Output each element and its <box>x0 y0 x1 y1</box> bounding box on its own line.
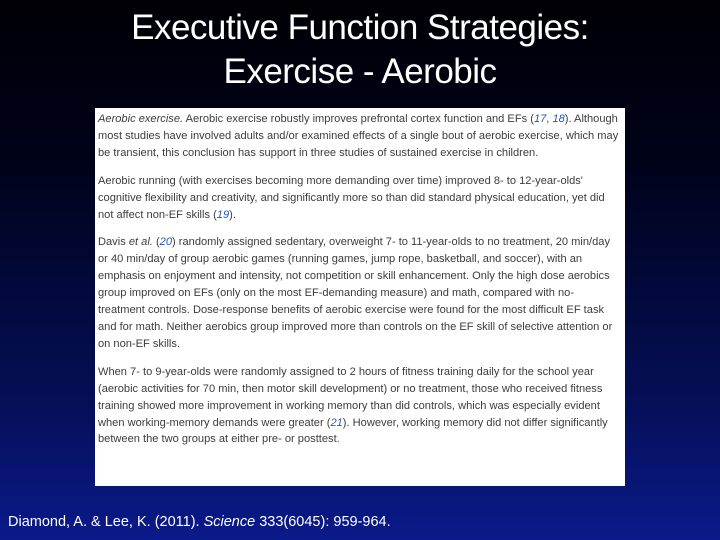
paragraph-text: Aerobic running (with exercises becoming more demanding over time) improved 8- to 12-year-olds' cognitive flexibility and creativity, and significantly more so than did standard physical education, yet did not affect non-EF skills ( <box>98 174 605 221</box>
slide-title <box>0 6 720 94</box>
paragraph-text: ( <box>152 236 160 249</box>
paragraph-text: ) randomly assigned sedentary, overweight 7- to 11-year-olds to no treatment, 20 min/day or 40 min/day of group aerobic games (running games, jump rope, basketball, and soccer), with an emphasis on enjoyment and intensity, not competition or skill enhancement. Only the high dose aerobics group improved on EFs (only on the most EF-demanding measure) and math, compared with no-treatment controls. Dose-response benefits of aerobic exercise were found for the most difficult EF task and for math. Neither aerobics group improved more than controls on the EF skill of selective attention or on non-EF skills. <box>98 236 613 350</box>
paragraph-heading: Aerobic exercise. <box>98 113 184 125</box>
paragraph-text: When 7- to 9-year-olds were randomly assigned to 2 hours of fitness training daily for the school year (aerobic activities for 70 min, then motor skill development) or no treatment, those who received fitness training showed more improvement in working memory than did controls, which was especially evident when working-memory demands were greater ( <box>98 365 603 429</box>
source-citation <box>8 514 391 530</box>
reference-link-20[interactable]: 20 <box>159 236 173 249</box>
article-excerpt <box>95 108 625 486</box>
paragraph-aerobic-running <box>98 173 619 224</box>
citation-journal: Science <box>203 514 256 530</box>
paragraph-aerobic-exercise <box>98 111 619 162</box>
paragraph-text: Aerobic exercise robustly improves prefrontal cortex function and EFs ( <box>183 113 534 125</box>
reference-link-17[interactable]: 17 <box>533 113 547 125</box>
paragraph-text: Davis <box>98 236 129 249</box>
paragraph-text: ). However, working memory did not differ significantly between the two groups at either pre- or posttest. <box>98 416 608 446</box>
paragraph-text: ). <box>229 208 236 221</box>
paragraph-text: , <box>546 113 553 125</box>
reference-link-19[interactable]: 19 <box>216 208 230 221</box>
slide-title-line-2: Exercise - Aerobic <box>223 52 497 91</box>
paragraph-fitness-training <box>98 364 619 449</box>
slide-title-line-1: Executive Function Strategies: <box>131 8 589 47</box>
paragraph-text: ). Although most studies have involved adults and/or examined effects of a single bout of aerobic exercise, which may be transient, this conclusion has support in three studies of sustained exercise in children. <box>98 113 619 159</box>
reference-link-18[interactable]: 18 <box>552 113 565 125</box>
et-al-text: et al. <box>128 236 153 249</box>
citation-authors: Diamond, A. & Lee, K. (2011). <box>8 514 204 530</box>
paragraph-davis-study <box>98 234 619 352</box>
reference-link-21[interactable]: 21 <box>330 416 343 429</box>
citation-details: 333(6045): 959-964. <box>255 514 391 530</box>
